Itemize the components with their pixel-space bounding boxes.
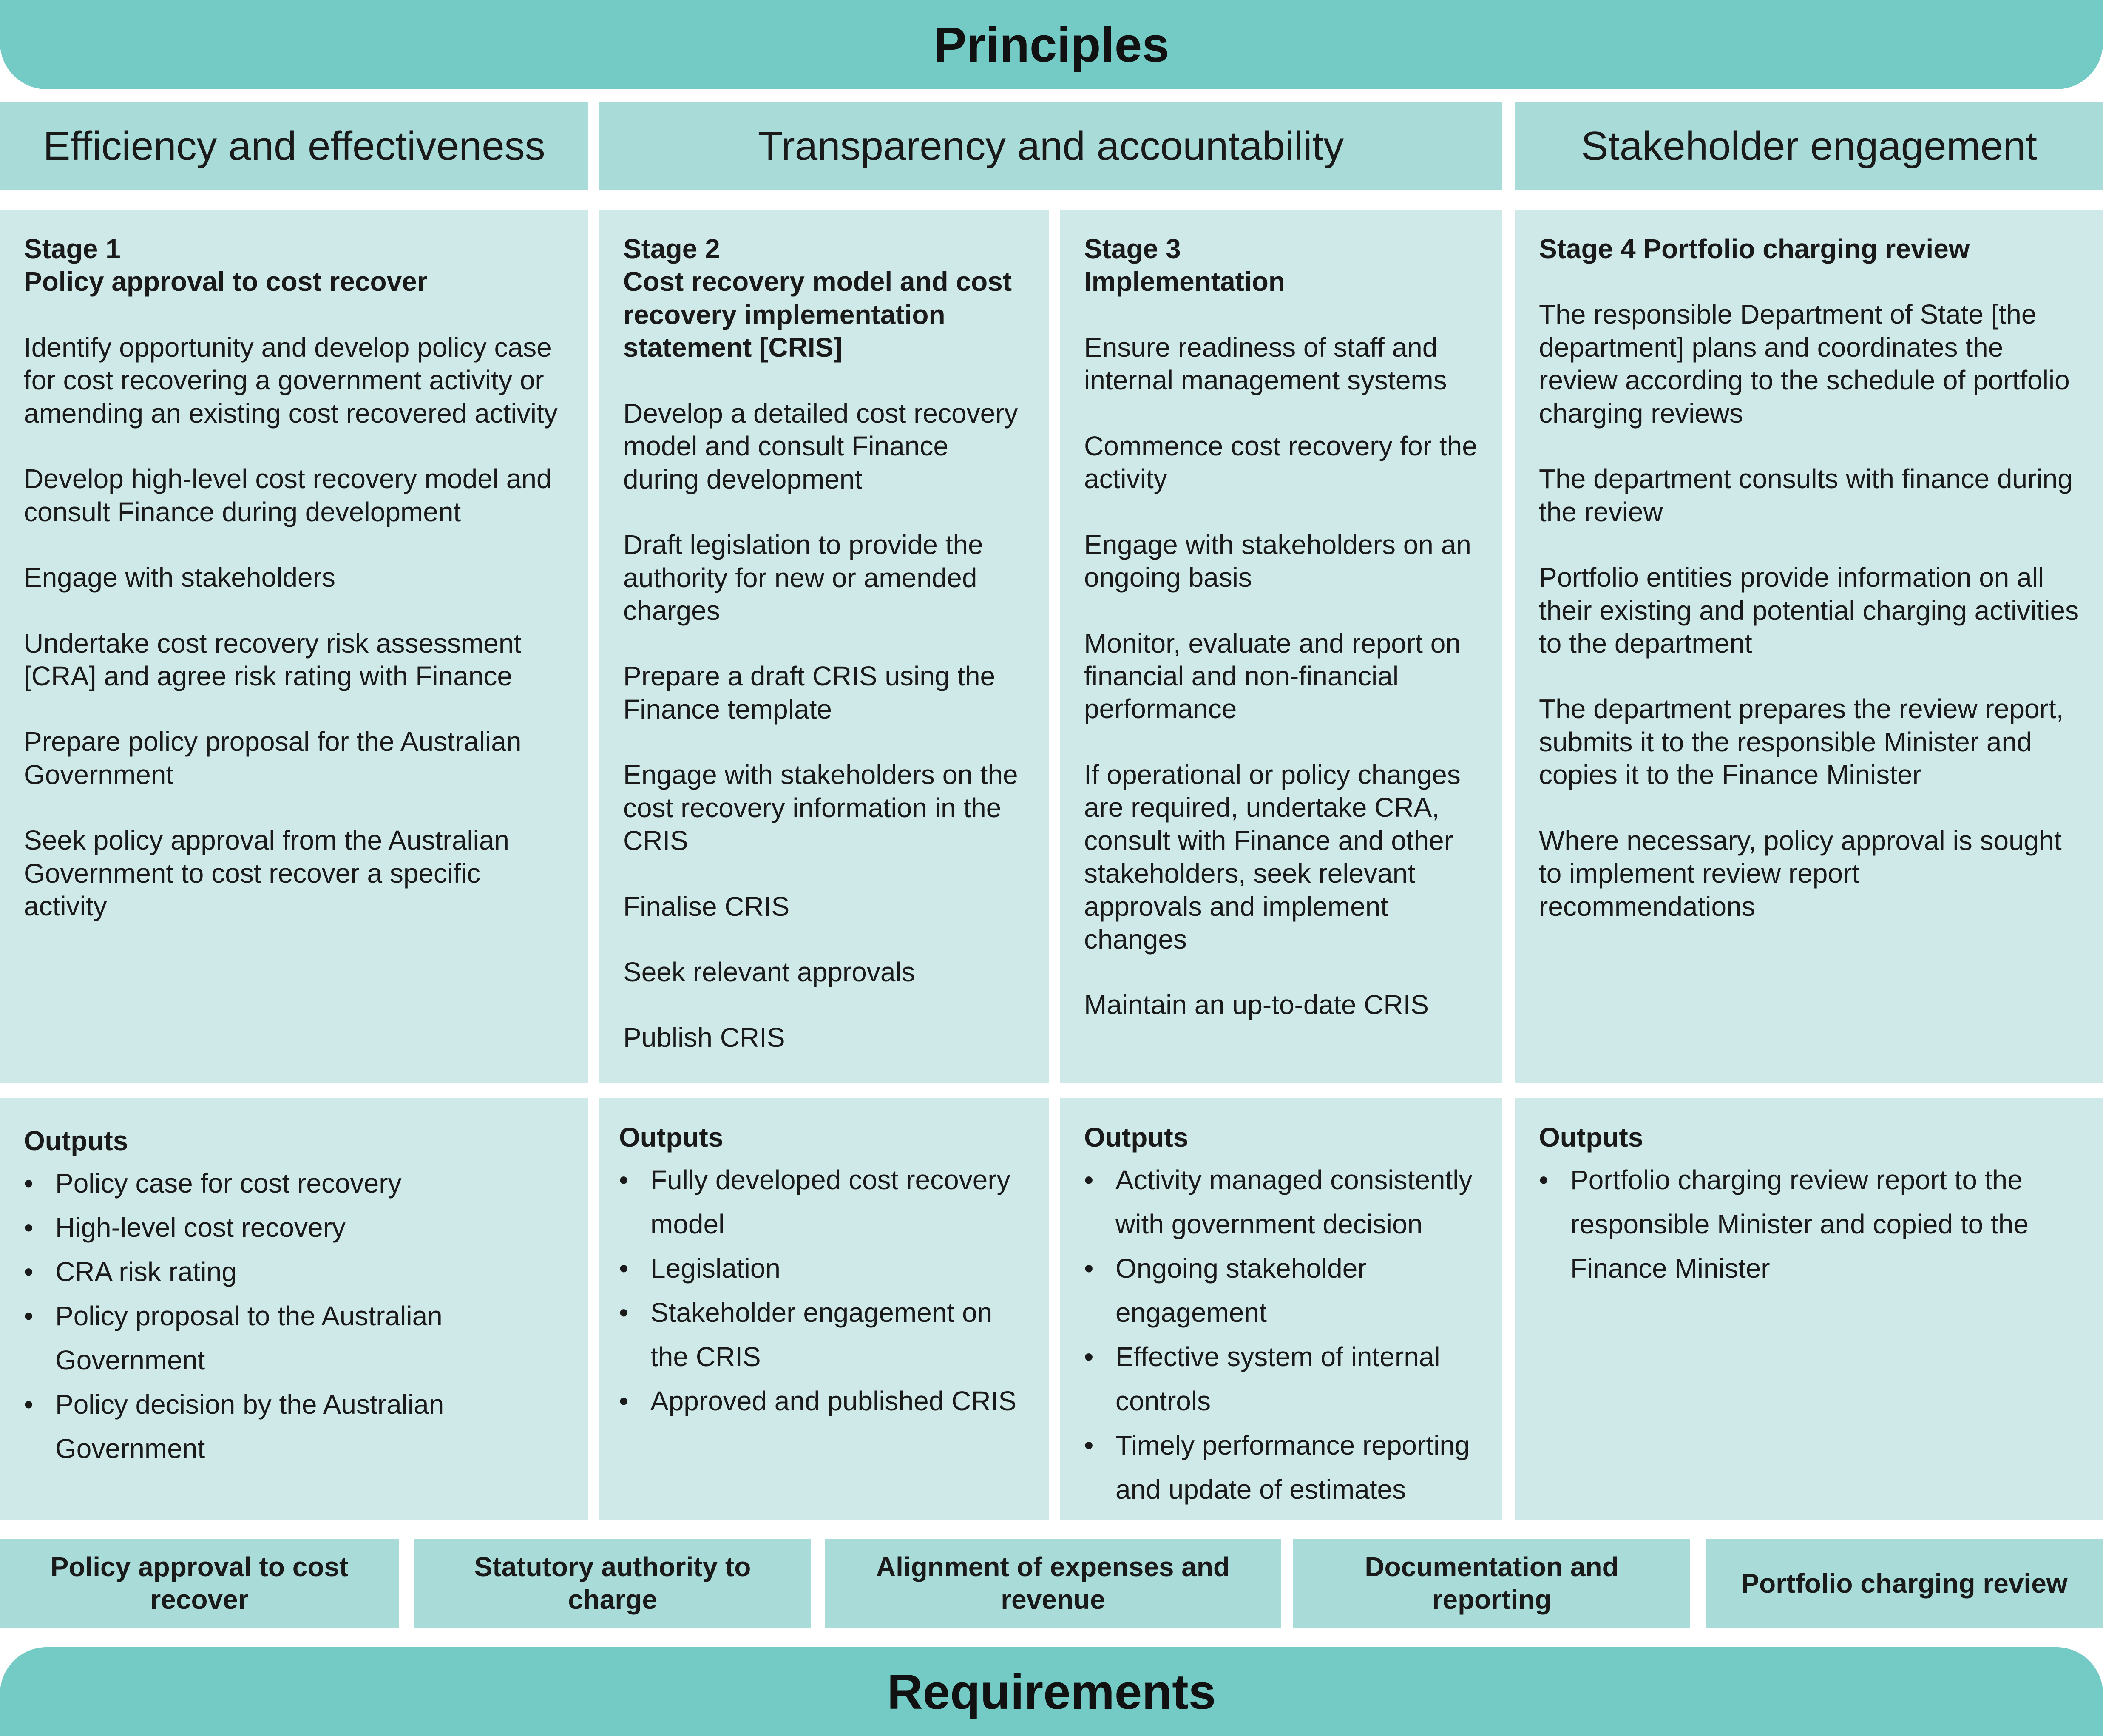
list-item: • High-level cost recovery	[24, 1205, 565, 1250]
principle-efficiency: Efficiency and effectiveness	[0, 102, 588, 190]
stage-2-title: Stage 2 Cost recovery model and cost recovery implementation statement [CRIS]	[623, 233, 1012, 363]
stage-1-item: Develop high-level cost recovery model and consult Finance during development	[24, 463, 552, 527]
stage-3-item: Commence cost recovery for the activity	[1084, 430, 1477, 494]
requirement-alignment: Alignment of expenses and revenue	[825, 1539, 1281, 1628]
stage-3-item: Monitor, evaluate and report on financial and non-financial performance	[1084, 628, 1461, 725]
outputs-3-heading: Outputs	[1084, 1122, 1189, 1153]
list-item: • Activity managed consistently with government decision	[1084, 1158, 1479, 1246]
stage-3-item: Ensure readiness of staff and internal management systems	[1084, 332, 1447, 396]
stage-4-item: Portfolio entities provide information on all their existing and potential charging activities to the department	[1539, 562, 2079, 659]
list-item: • Portfolio charging review report to the responsible Minister and copied to the Finance Minister	[1539, 1158, 2079, 1290]
outputs-4-panel	[1515, 1098, 2103, 1520]
requirement-policy-approval: Policy approval to cost recover	[0, 1539, 399, 1628]
list-item: • Legislation	[619, 1246, 1025, 1290]
list-item: • Fully developed cost recovery model	[619, 1158, 1025, 1246]
stage-4-title: Stage 4 Portfolio charging review	[1539, 233, 1970, 264]
outputs-1-panel	[0, 1098, 588, 1520]
stage-2-item: Develop a detailed cost recovery model and consult Finance during development	[623, 398, 1018, 494]
stage-1-panel	[0, 210, 588, 1083]
outputs-3-panel	[1060, 1098, 1502, 1520]
outputs-2-list	[619, 1158, 1025, 1423]
list-item: • Policy proposal to the Australian Government	[24, 1294, 565, 1382]
stage-3-panel	[1060, 210, 1502, 1083]
stage-2-item: Publish CRIS	[623, 1022, 785, 1053]
stage-1-item: Engage with stakeholders	[24, 562, 335, 593]
stage-3-item: Engage with stakeholders on an ongoing basis	[1084, 529, 1471, 593]
stage-2-item: Draft legislation to provide the authority for new or amended charges	[623, 529, 983, 626]
requirements-banner: Requirements	[0, 1647, 2103, 1736]
outputs-1-heading: Outputs	[24, 1125, 128, 1156]
stage-2-item: Finalise CRIS	[623, 891, 790, 922]
requirement-portfolio-review: Portfolio charging review	[1706, 1539, 2103, 1628]
outputs-1-list	[24, 1161, 565, 1471]
stage-4-item: The department consults with finance during the review	[1539, 463, 2073, 527]
outputs-3-list	[1084, 1158, 1479, 1512]
requirement-statutory-authority: Statutory authority to charge	[414, 1539, 811, 1628]
list-item: • Effective system of internal controls	[1084, 1335, 1479, 1423]
principle-transparency: Transparency and accountability	[599, 102, 1502, 190]
stage-1-item: Prepare policy proposal for the Australian Government	[24, 726, 522, 790]
stage-4-item: The responsible Department of State [the department] plans and coordinates the review according to the schedule of portfolio charging reviews	[1539, 299, 2070, 429]
stage-3-item: Maintain an up-to-date CRIS	[1084, 989, 1429, 1020]
stage-4-panel	[1515, 210, 2103, 1083]
outputs-4-list	[1539, 1158, 2079, 1290]
outputs-4-heading: Outputs	[1539, 1122, 1643, 1153]
list-item: • Policy case for cost recovery	[24, 1161, 565, 1205]
stage-1-title: Stage 1 Policy approval to cost recover	[24, 233, 428, 297]
stage-2-panel	[599, 210, 1049, 1083]
stage-2-item: Seek relevant approvals	[623, 957, 915, 987]
outputs-2-heading: Outputs	[619, 1122, 724, 1153]
list-item: • Policy decision by the Australian Government	[24, 1382, 565, 1471]
outputs-2-panel	[599, 1098, 1049, 1520]
list-item: • Approved and published CRIS	[619, 1379, 1025, 1423]
stage-2-item: Prepare a draft CRIS using the Finance template	[623, 661, 996, 725]
principles-banner: Principles	[0, 0, 2103, 89]
list-item: • Ongoing stakeholder engagement	[1084, 1246, 1479, 1335]
stage-4-item: Where necessary, policy approval is sought to implement review report recommendations	[1539, 825, 2062, 922]
list-item: • Timely performance reporting and update of estimates	[1084, 1423, 1479, 1512]
stage-1-item: Identify opportunity and develop policy case for cost recovering a government activity or amending an existing cost recovered activity	[24, 332, 558, 429]
requirement-documentation: Documentation and reporting	[1293, 1539, 1690, 1628]
stage-4-item: The department prepares the review report, submits it to the responsible Minister and copies it to the Finance Minister	[1539, 693, 2064, 790]
stage-1-item: Seek policy approval from the Australian Government to cost recover a specific activity	[24, 825, 509, 922]
stage-1-item: Undertake cost recovery risk assessment [CRA] and agree risk rating with Finance	[24, 628, 522, 691]
list-item: • Stakeholder engagement on the CRIS	[619, 1290, 1025, 1379]
list-item: • CRA risk rating	[24, 1250, 565, 1294]
stage-2-item: Engage with stakeholders on the cost recovery information in the CRIS	[623, 759, 1018, 856]
principle-stakeholder: Stakeholder engagement	[1515, 102, 2103, 190]
stage-3-title: Stage 3 Implementation	[1084, 233, 1285, 297]
stage-3-item: If operational or policy changes are required, undertake CRA, consult with Finance and other stakeholders, seek relevant approvals and implement changes	[1084, 759, 1461, 955]
